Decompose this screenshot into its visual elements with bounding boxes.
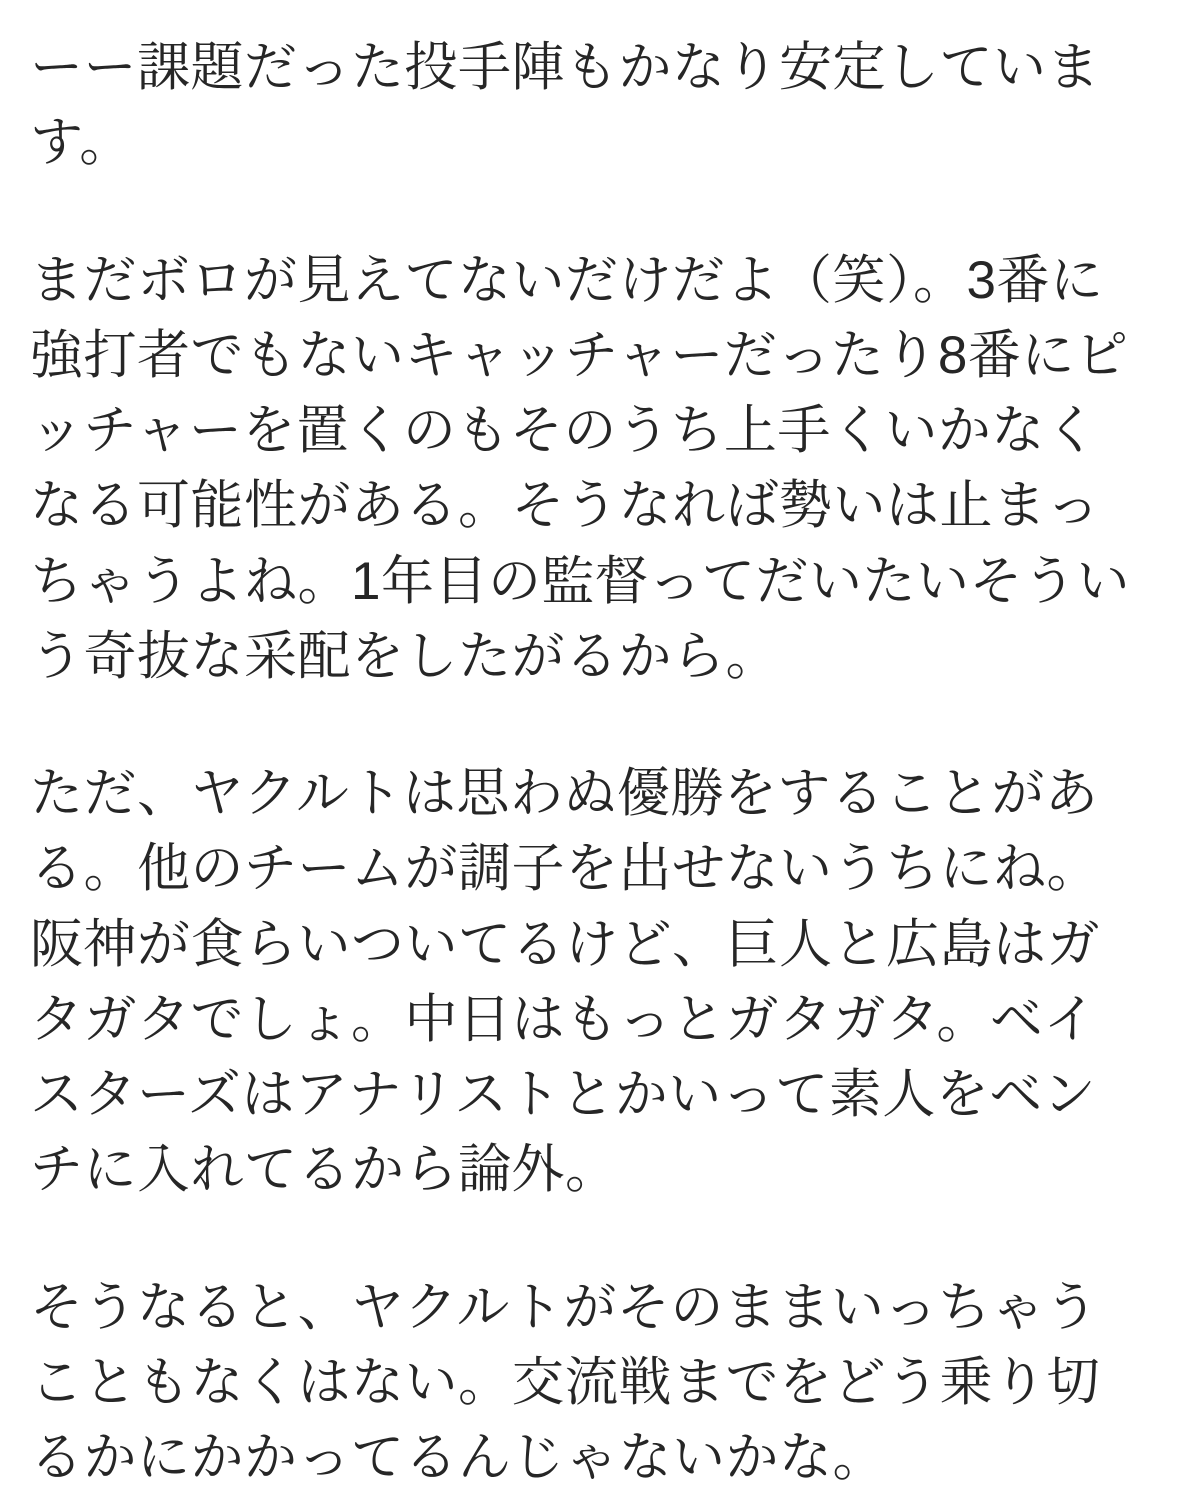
paragraph-answer-2: ただ、ヤクルトは思わぬ優勝をすることがある。他のチームが調子を出せないうちにね。阪神が食らいついてるけど、巨人と広島はガタガタでしょ。中日はもっとガタガタ。ベイスターズはアナリストとかいって素人をベンチに入れてるから論外。 <box>30 764 1100 1200</box>
paragraph-answer-1: まだボロが見えてないだけだよ（笑）。3番に強打者でもないキャッチャーだったり8番にピッチャーを置くのもそのうち上手くいかなくなる可能性がある。そうなれば勢いは止まっちゃうよね。1年目の監督ってだいたいそういう奇抜な采配をしたがるから。 <box>30 250 1130 686</box>
paragraph-answer-3: そうなると、ヤクルトがそのままいっちゃうこともなくはない。交流戦までをどう乗り切るかにかかってるんじゃないかな。 <box>30 1277 1100 1487</box>
paragraph-question: ーー課題だった投手陣もかなり安定しています。 <box>30 38 1100 173</box>
